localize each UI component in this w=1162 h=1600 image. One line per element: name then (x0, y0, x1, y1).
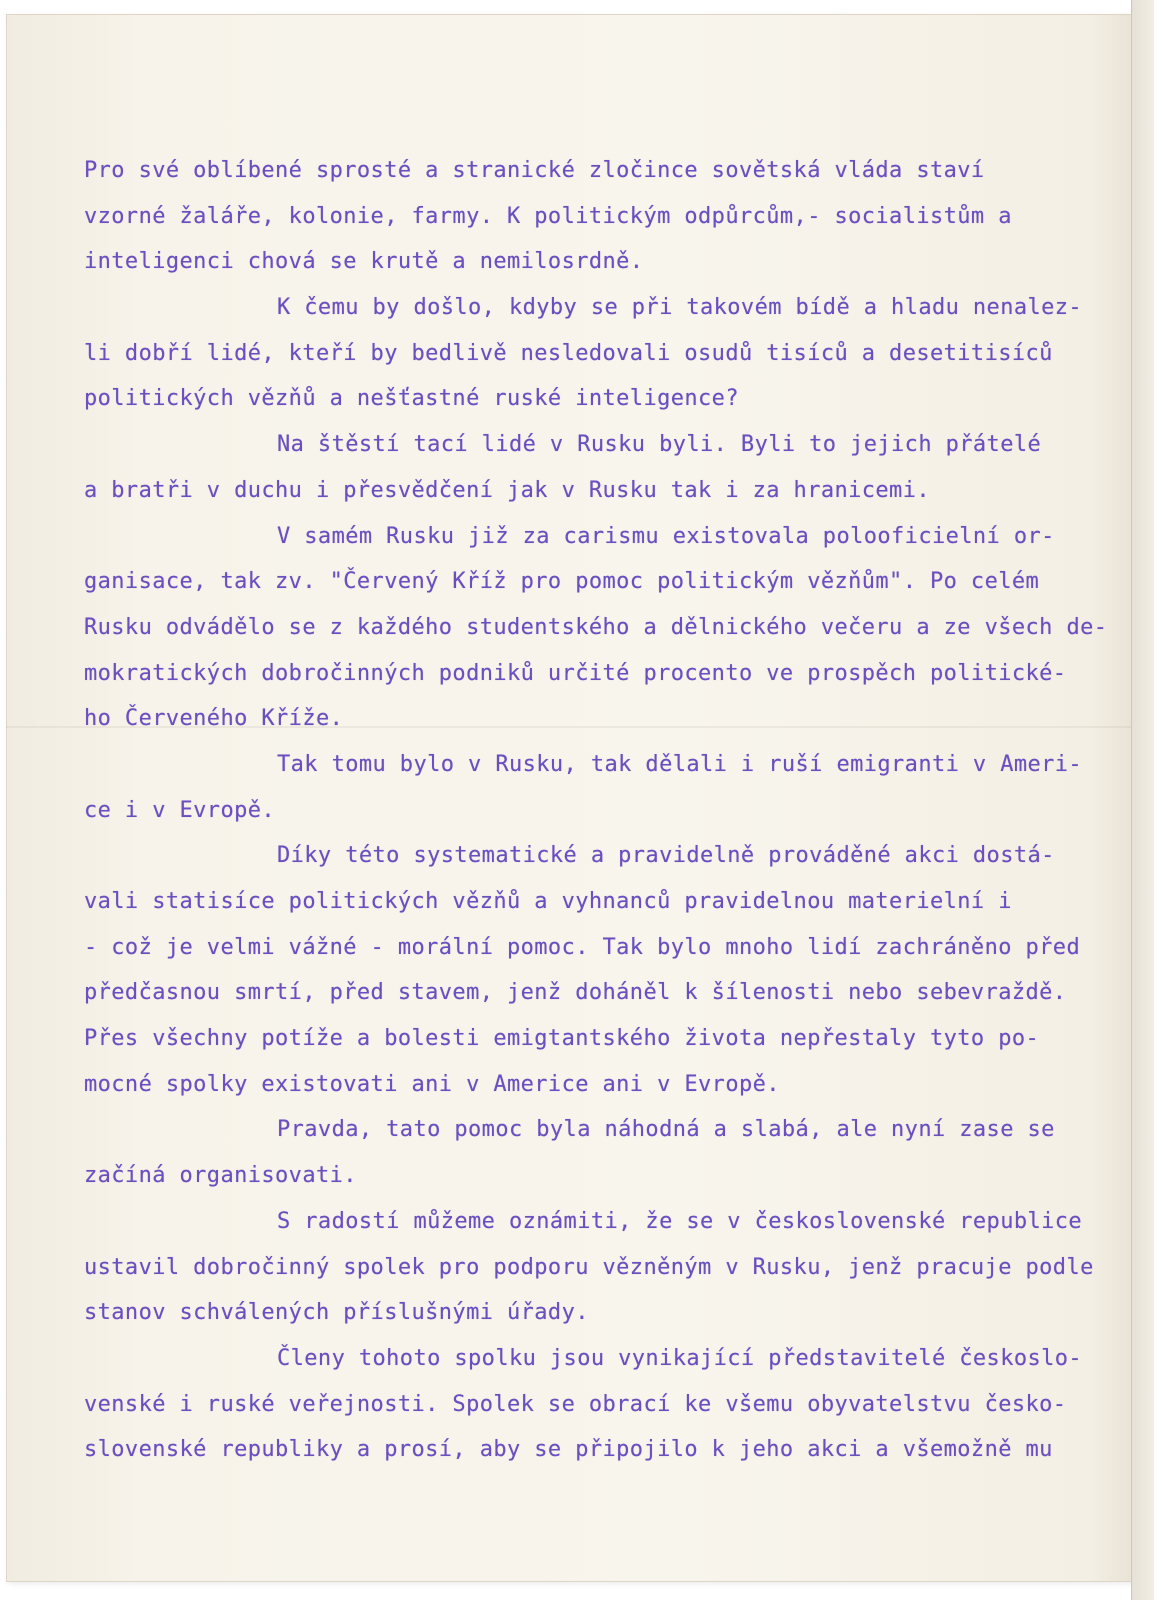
text-line: Rusku odvádělo se z každého studentského a dělnického večeru a ze všech de- (84, 614, 1108, 640)
text-line: S radostí můžeme oznámiti, že se v československé republice (277, 1208, 1083, 1234)
typewritten-text-body (84, 148, 1124, 1473)
text-line: Členy tohoto spolku jsou vynikající představitelé českoslo- (277, 1345, 1083, 1371)
text-line: slovenské republiky a prosí, aby se připojilo k jeho akci a všemožně mu (84, 1437, 1053, 1463)
text-line: vali statisíce politických vězňů a vyhnanců pravidelnou materielní i (84, 889, 1012, 914)
text-line: předčasnou smrtí, před stavem, jenž doháněl k šílenosti nebo sebevraždě. (84, 980, 1067, 1006)
text-line: Pravda, tato pomoc byla náhodná a slabá, ale nyní zase se (277, 1117, 1055, 1143)
text-line: vzorné žaláře, kolonie, farmy. K politickým odpůrcům,- socialistům a (84, 203, 1012, 229)
paper-sheet (6, 14, 1134, 1582)
text-line: Přes všechny potíže a bolesti emigtantského života nepřestaly tyto po- (84, 1026, 1040, 1052)
text-line: ustavil dobročinný spolek pro podporu vězněným v Rusku, jenž pracuje podle (84, 1254, 1094, 1280)
text-line: a bratři v duchu i přesvědčení jak v Rusku tak i za hranicemi. (84, 477, 930, 503)
text-line: Na štěstí tací lidé v Rusku byli. Byli to jejich přátelé (277, 432, 1042, 458)
text-line: V samém Rusku již za carismu existovala polooficielní or- (277, 523, 1055, 549)
text-line: inteligenci chová se krutě a nemilosrdně. (84, 249, 644, 275)
text-line: mocné spolky existovati ani v Americe ani v Evropě. (84, 1071, 780, 1097)
text-line: Tak tomu bylo v Rusku, tak dělali i ruší emigranti v Ameri- (277, 751, 1083, 777)
text-line: politických vězňů a nešťastné ruské inteligence? (84, 386, 739, 412)
text-line: stanov schválených příslušnými úřady. (84, 1300, 589, 1326)
text-line: mokratických dobročinných podniků určité procento ve prospěch politické- (84, 660, 1067, 686)
scan-edge-strip (1131, 0, 1154, 1600)
text-line: ce i v Evropě. (84, 797, 276, 823)
text-line: Pro své oblíbené sprosté a stranické zločince sovětská vláda staví (84, 158, 985, 183)
text-line: - což je velmi vážné - morální pomoc. Tak bylo mnoho lidí zachráněno před (84, 934, 1081, 960)
text-line: K čemu by došlo, kdyby se při takovém bídě a hladu nenalez- (277, 295, 1083, 321)
text-line: Díky této systematické a pravidelně prováděné akci dostá- (277, 843, 1055, 869)
text-line: začíná organisovati. (84, 1163, 357, 1189)
text-line: li dobří lidé, kteří by bedlivě nesledovali osudů tisíců a desetitisíců (84, 340, 1053, 366)
text-line: ho Červeného Kříže. (84, 706, 344, 732)
text-line: venské i ruské veřejnosti. Spolek se obrací ke všemu obyvatelstvu česko- (84, 1391, 1067, 1417)
text-line: ganisace, tak zv. "Červený Kříž pro pomoc politickým vězňům". Po celém (84, 569, 1040, 595)
